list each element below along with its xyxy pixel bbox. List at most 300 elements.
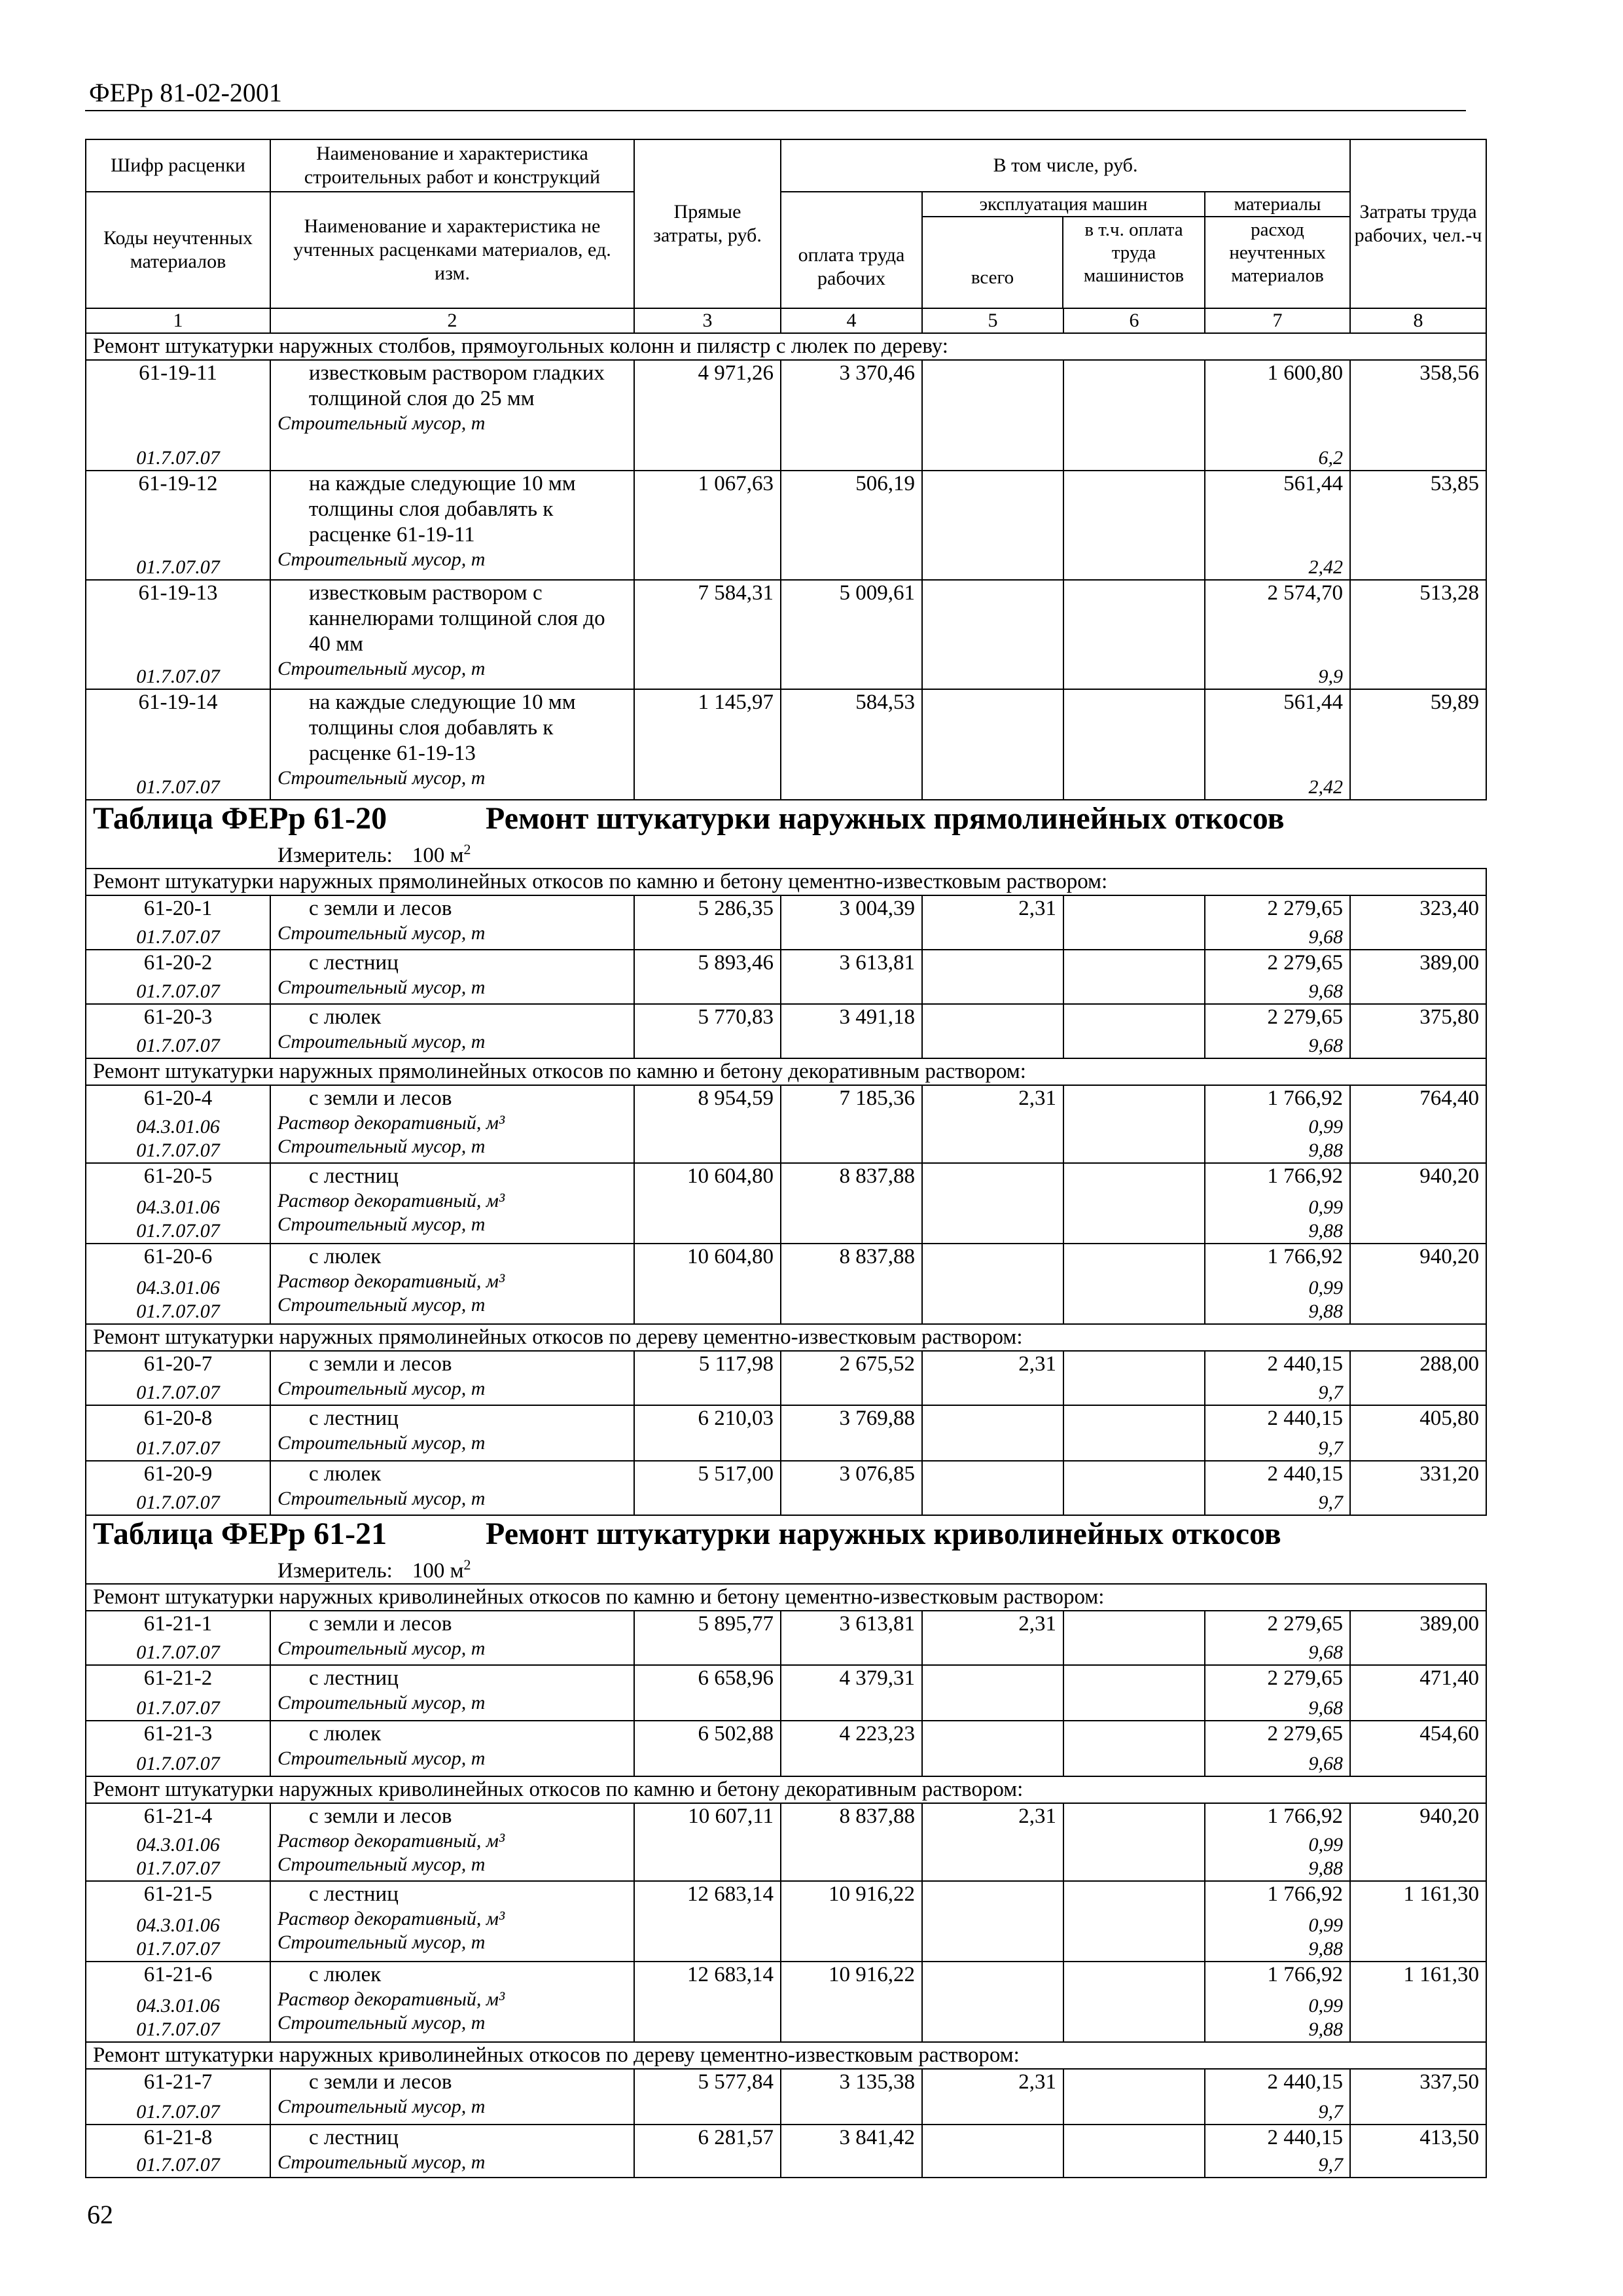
machinists-pay [1063, 1004, 1205, 1058]
rate-code: 61-20-3 [143, 1005, 213, 1029]
mortar-name: Раствор декоративный, м³ [277, 1112, 505, 1134]
rate-code-cell [86, 1351, 270, 1405]
rate-code: 61-19-13 [138, 581, 218, 605]
rate-row [86, 580, 1486, 689]
rate-code: 61-20-9 [143, 1462, 213, 1486]
debris-amount: 9,88 [1308, 1857, 1344, 1879]
rate-row [86, 895, 1486, 950]
table-title-row [86, 1515, 1486, 1584]
direct-cost: 6 281,57 [634, 2125, 781, 2178]
rate-row [86, 1163, 1486, 1244]
spacer [93, 1747, 263, 1752]
debris-name: Строительный мусор, т [277, 658, 486, 679]
materials-cell [1205, 2069, 1350, 2125]
rate-name-cell [270, 950, 634, 1004]
unit-value: 100 м [412, 1559, 464, 1583]
mortar-amount: 0,99 [1308, 1196, 1344, 1218]
rate-code-cell [86, 360, 270, 471]
spacer [1212, 1431, 1343, 1437]
machinists-pay [1063, 950, 1205, 1004]
machinists-pay [1063, 2125, 1205, 2178]
rate-name-cell [270, 1351, 634, 1405]
rate-code: 61-21-7 [143, 2070, 213, 2094]
rate-code-cell [86, 895, 270, 950]
col-labor-pay-header: оплата труда рабочих [781, 192, 922, 308]
unit-exponent: 2 [463, 1556, 471, 1573]
rate-name: на каждые следующие 10 мм толщины слоя добавлять к расценке 61-19-13 [309, 691, 576, 765]
table-unit [93, 837, 1480, 868]
rate-code-cell [86, 1803, 270, 1881]
rate-name: с лестниц [309, 951, 399, 975]
direct-cost: 6 502,88 [634, 1721, 781, 1776]
direct-cost: 5 117,98 [634, 1351, 781, 1405]
rate-row [86, 2125, 1486, 2178]
materials-cost: 2 279,65 [1267, 1612, 1344, 1636]
debris-name: Строительный мусор, т [277, 1378, 486, 1399]
materials-cost: 2 279,65 [1267, 1005, 1344, 1029]
rate-row [86, 1721, 1486, 1776]
rate-name: с лестниц [309, 1407, 399, 1430]
section-row [86, 1324, 1486, 1351]
machinists-pay [1063, 895, 1205, 950]
section-row [86, 333, 1486, 360]
section-heading: Ремонт штукатурки наружных прямолинейных откосов по камню и бетону декоративным раствором: [86, 1058, 1486, 1085]
machines-total: 2,31 [922, 2069, 1063, 2125]
debris-name: Строительный мусор, т [277, 977, 486, 998]
materials-cost: 2 440,15 [1267, 1352, 1344, 1376]
spacer [1212, 386, 1343, 446]
debris-name: Строительный мусор, т [277, 1136, 486, 1157]
materials-cost: 2 279,65 [1267, 951, 1344, 975]
debris-amount: 9,9 [1318, 666, 1344, 687]
spacer [93, 1189, 263, 1196]
col-materials-use-header: расход неучтенных материалов [1229, 219, 1326, 286]
debris-code: 01.7.07.07 [136, 1753, 220, 1774]
machines-total: 2,31 [922, 1351, 1063, 1405]
direct-cost: 6 210,03 [634, 1405, 781, 1461]
debris-amount: 9,88 [1308, 1220, 1344, 1242]
debris-amount: 9,7 [1318, 2101, 1344, 2123]
mortar-code: 04.3.01.06 [136, 1834, 220, 1856]
machines-total [922, 580, 1063, 689]
col-labor-header: Затраты труда рабочих, чел.-ч [1350, 139, 1486, 308]
column-numbers-row [86, 308, 1486, 333]
debris-name: Строительный мусор, т [277, 1294, 486, 1316]
debris-amount: 9,68 [1308, 926, 1344, 948]
rate-name: с земли и лесов [309, 2070, 452, 2094]
rate-name-cell [270, 1611, 634, 1665]
materials-cell [1205, 2125, 1350, 2178]
section-heading: Ремонт штукатурки наружных криволинейных откосов по дереву цементно-известковым раствором: [86, 2042, 1486, 2069]
rate-code: 61-20-6 [143, 1245, 213, 1268]
materials-cost: 1 600,80 [1267, 361, 1344, 385]
machinists-pay [1063, 1461, 1205, 1515]
spacer [1212, 606, 1343, 665]
col-num-7: 7 [1205, 308, 1350, 333]
labor-cost: 389,00 [1350, 1611, 1486, 1665]
materials-cell [1205, 1611, 1350, 1665]
debris-amount: 9,68 [1308, 980, 1344, 1002]
rate-name: с земли и лесов [309, 897, 452, 920]
materials-cost: 561,44 [1283, 691, 1344, 714]
rate-code-cell [86, 580, 270, 689]
materials-cell [1205, 1085, 1350, 1163]
debris-code: 01.7.07.07 [136, 1437, 220, 1459]
table-name: Ремонт штукатурки наружных прямолинейных откосов [486, 801, 1285, 836]
rate-name-cell [270, 1881, 634, 1962]
rate-row [86, 689, 1486, 800]
rate-name-cell [270, 2125, 634, 2178]
spacer [93, 715, 263, 776]
rate-row [86, 1881, 1486, 1962]
rate-code: 61-20-7 [143, 1352, 213, 1376]
machinists-pay [1063, 1611, 1205, 1665]
table-title-row [86, 800, 1486, 869]
labor-pay: 506,19 [781, 471, 922, 580]
spacer [93, 1907, 263, 1914]
machines-total [922, 1461, 1063, 1515]
materials-cost: 1 766,92 [1267, 1963, 1344, 1986]
debris-code: 01.7.07.07 [136, 1220, 220, 1242]
rate-code: 61-21-8 [143, 2126, 213, 2149]
direct-cost: 7 584,31 [634, 580, 781, 689]
labor-cost: 358,56 [1350, 360, 1486, 471]
debris-code: 01.7.07.07 [136, 666, 220, 687]
spacer [1212, 1270, 1343, 1276]
labor-cost: 337,50 [1350, 2069, 1486, 2125]
rate-name-cell [270, 1244, 634, 1324]
labor-cost: 389,00 [1350, 950, 1486, 1004]
rate-name-cell [270, 1665, 634, 1721]
debris-name: Строительный мусор, т [277, 2096, 486, 2117]
machines-total [922, 2125, 1063, 2178]
rate-name: с земли и лесов [309, 1804, 452, 1828]
rate-name-cell [270, 1163, 634, 1244]
debris-name: Строительный мусор, т [277, 1748, 486, 1769]
debris-amount: 6,2 [1318, 447, 1344, 469]
debris-code: 01.7.07.07 [136, 2018, 220, 2040]
rate-code-cell [86, 1004, 270, 1058]
materials-cell [1205, 471, 1350, 580]
rate-name-cell [270, 1085, 634, 1163]
materials-cell [1205, 1962, 1350, 2042]
direct-cost: 10 604,80 [634, 1163, 781, 1244]
col-num-5: 5 [922, 308, 1063, 333]
rate-name: с люлек [309, 1462, 382, 1486]
labor-cost: 375,80 [1350, 1004, 1486, 1058]
mortar-code: 04.3.01.06 [136, 1116, 220, 1138]
debris-amount: 9,88 [1308, 1938, 1344, 1960]
rate-code: 61-20-4 [143, 1086, 213, 1110]
debris-name: Строительный мусор, т [277, 1638, 486, 1659]
spacer [1212, 1988, 1343, 1994]
debris-amount: 9,68 [1308, 1753, 1344, 1774]
rates-table-container [85, 139, 1486, 2178]
rates-table-body [86, 139, 1486, 2178]
debris-name: Строительный мусор, т [277, 1854, 486, 1875]
table-title [86, 800, 1486, 869]
debris-amount: 9,68 [1308, 1035, 1344, 1056]
materials-cost: 1 766,92 [1267, 1882, 1344, 1906]
materials-cost: 1 766,92 [1267, 1804, 1344, 1828]
header-rule [85, 110, 1466, 111]
debris-code: 01.7.07.07 [136, 926, 220, 948]
materials-cost: 2 279,65 [1267, 1722, 1344, 1746]
labor-pay: 3 135,38 [781, 2069, 922, 2125]
labor-pay: 3 613,81 [781, 950, 922, 1004]
machines-total [922, 950, 1063, 1004]
section-heading: Ремонт штукатурки наружных криволинейных откосов по камню и бетону декоративным раствором: [86, 1776, 1486, 1803]
rate-row [86, 1085, 1486, 1163]
rate-row [86, 1611, 1486, 1665]
direct-cost: 12 683,14 [634, 1962, 781, 2042]
labor-cost: 413,50 [1350, 2125, 1486, 2178]
rate-row [86, 1244, 1486, 1324]
materials-cell [1205, 1461, 1350, 1515]
labor-pay: 5 009,61 [781, 580, 922, 689]
rate-name-cell [270, 1803, 634, 1881]
labor-pay: 584,53 [781, 689, 922, 800]
direct-cost: 4 971,26 [634, 360, 781, 471]
labor-pay: 3 613,81 [781, 1611, 922, 1665]
machines-total [922, 1244, 1063, 1324]
rate-name-cell [270, 1962, 634, 2042]
mortar-amount: 0,99 [1308, 1277, 1344, 1299]
unit-value: 100 м [412, 844, 464, 867]
labor-pay: 2 675,52 [781, 1351, 922, 1405]
col-incl-header: В том числе, руб. [781, 139, 1350, 192]
labor-cost: 405,80 [1350, 1405, 1486, 1461]
labor-cost: 331,20 [1350, 1461, 1486, 1515]
spacer [93, 606, 263, 665]
mortar-code: 04.3.01.06 [136, 1995, 220, 2017]
rate-row [86, 471, 1486, 580]
materials-cell [1205, 1004, 1350, 1058]
rate-code-cell [86, 1611, 270, 1665]
rate-name: на каждые следующие 10 мм толщины слоя добавлять к расценке 61-19-11 [309, 472, 576, 547]
rate-code-cell [86, 1405, 270, 1461]
labor-cost: 454,60 [1350, 1721, 1486, 1776]
debris-name: Строительный мусор, т [277, 2151, 486, 2173]
document-code: ФЕРр 81-02-2001 [89, 78, 282, 107]
col-num-8: 8 [1350, 308, 1486, 333]
spacer [93, 1431, 263, 1437]
materials-cost: 2 440,15 [1267, 1462, 1344, 1486]
debris-name: Строительный мусор, т [277, 1213, 486, 1235]
rate-name: с лестниц [309, 1666, 399, 1690]
labor-cost: 1 161,30 [1350, 1962, 1486, 2042]
rate-code-cell [86, 1244, 270, 1324]
rate-row [86, 2069, 1486, 2125]
rate-code: 61-19-12 [138, 472, 218, 495]
rate-name: с земли и лесов [309, 1612, 452, 1636]
machinists-pay [1063, 1803, 1205, 1881]
direct-cost: 5 895,77 [634, 1611, 781, 1665]
direct-cost: 1 145,97 [634, 689, 781, 800]
materials-cell [1205, 1803, 1350, 1881]
rate-code: 61-19-11 [139, 361, 217, 385]
labor-pay: 3 841,42 [781, 2125, 922, 2178]
section-row [86, 2042, 1486, 2069]
machinists-pay [1063, 580, 1205, 689]
unit-label: Измеритель: [277, 1559, 393, 1583]
machinists-pay [1063, 1881, 1205, 1962]
debris-code: 01.7.07.07 [136, 1139, 220, 1161]
labor-cost: 59,89 [1350, 689, 1486, 800]
section-heading: Ремонт штукатурки наружных криволинейных откосов по камню и бетону цементно-известковым раствором: [86, 1584, 1486, 1611]
rate-name-cell [270, 1721, 634, 1776]
rate-name-cell [270, 1461, 634, 1515]
rate-name: известковым раствором гладких толщиной слоя до 25 мм [309, 361, 605, 410]
machinists-pay [1063, 1085, 1205, 1163]
rate-name-cell [270, 1004, 634, 1058]
machinists-pay [1063, 1244, 1205, 1324]
rate-code-cell [86, 2125, 270, 2178]
labor-cost: 1 161,30 [1350, 1881, 1486, 1962]
machinists-pay [1063, 360, 1205, 471]
direct-cost: 5 517,00 [634, 1461, 781, 1515]
materials-cell [1205, 580, 1350, 689]
materials-cell [1205, 895, 1350, 950]
mortar-name: Раствор декоративный, м³ [277, 1988, 505, 2010]
debris-amount: 9,7 [1318, 1437, 1344, 1459]
spacer [1212, 715, 1343, 776]
direct-cost: 5 893,46 [634, 950, 781, 1004]
col-num-3: 3 [634, 308, 781, 333]
mortar-name: Раствор декоративный, м³ [277, 1190, 505, 1211]
col-unaccounted-name-header: Наименование и характеристика не учтенных расценками материалов, ед. изм. [270, 192, 634, 308]
direct-cost: 10 607,11 [634, 1803, 781, 1881]
section-row [86, 1058, 1486, 1085]
table-title-line [93, 1516, 1480, 1552]
debris-amount: 9,7 [1318, 1492, 1344, 1513]
labor-pay: 8 837,88 [781, 1163, 922, 1244]
mortar-code: 04.3.01.06 [136, 1914, 220, 1936]
rate-code-cell [86, 1085, 270, 1163]
rates-table [85, 139, 1487, 2178]
table-name: Ремонт штукатурки наружных криволинейных откосов [486, 1516, 1281, 1551]
materials-cost: 2 440,15 [1267, 2070, 1344, 2094]
debris-name: Строительный мусор, т [277, 1931, 486, 1953]
machines-total [922, 1721, 1063, 1776]
labor-cost: 288,00 [1350, 1351, 1486, 1405]
col-unaccounted-codes-header: Коды неучтенных материалов [86, 192, 270, 308]
debris-name: Строительный мусор, т [277, 412, 486, 434]
labor-cost: 764,40 [1350, 1085, 1486, 1163]
debris-code: 01.7.07.07 [136, 556, 220, 578]
spacer [93, 497, 263, 556]
rate-row [86, 1803, 1486, 1881]
materials-cost: 561,44 [1283, 472, 1344, 495]
materials-cost: 2 440,15 [1267, 1407, 1344, 1430]
spacer [93, 386, 263, 446]
header-row-2 [86, 192, 1486, 308]
rate-code: 61-21-1 [143, 1612, 213, 1636]
materials-cost: 2 279,65 [1267, 897, 1344, 920]
mortar-code: 04.3.01.06 [136, 1196, 220, 1218]
debris-code: 01.7.07.07 [136, 1697, 220, 1719]
mortar-amount: 0,99 [1308, 1116, 1344, 1138]
table-unit [93, 1552, 1480, 1583]
section-heading: Ремонт штукатурки наружных прямолинейных откосов по дереву цементно-известковым раствором: [86, 1324, 1486, 1351]
table-title-line [93, 800, 1480, 837]
debris-code: 01.7.07.07 [136, 776, 220, 798]
machinists-pay [1063, 471, 1205, 580]
materials-cost: 2 279,65 [1267, 1666, 1344, 1690]
rate-row [86, 1962, 1486, 2042]
debris-amount: 9,68 [1308, 1641, 1344, 1663]
machinists-pay [1063, 1721, 1205, 1776]
table-number: Таблица ФЕРр 61-20 [93, 801, 387, 836]
materials-cell [1205, 1665, 1350, 1721]
machines-total [922, 360, 1063, 471]
section-row [86, 869, 1486, 895]
machines-total [922, 1163, 1063, 1244]
labor-pay: 3 076,85 [781, 1461, 922, 1515]
rate-name: с земли и лесов [309, 1086, 452, 1110]
rate-name: с лестниц [309, 2126, 399, 2149]
debris-name: Строительный мусор, т [277, 1488, 486, 1509]
rate-code-cell [86, 1721, 270, 1776]
machines-total [922, 1405, 1063, 1461]
debris-name: Строительный мусор, т [277, 2012, 486, 2034]
rate-name-cell [270, 2069, 634, 2125]
rate-code-cell [86, 471, 270, 580]
mortar-code: 04.3.01.06 [136, 1277, 220, 1299]
direct-cost: 5 770,83 [634, 1004, 781, 1058]
materials-cell [1205, 1881, 1350, 1962]
materials-cell [1205, 1351, 1350, 1405]
machines-group [922, 192, 1205, 308]
machines-total: 2,31 [922, 895, 1063, 950]
debris-amount: 2,42 [1308, 556, 1344, 578]
table-title [86, 1515, 1486, 1584]
debris-name: Строительный мусор, т [277, 1432, 486, 1454]
rate-row [86, 1461, 1486, 1515]
spacer [93, 1691, 263, 1696]
labor-cost: 940,20 [1350, 1803, 1486, 1881]
rate-name-cell [270, 580, 634, 689]
debris-amount: 9,88 [1308, 2018, 1344, 2040]
materials-cell [1205, 360, 1350, 471]
machinists-pay [1063, 1351, 1205, 1405]
section-row [86, 1776, 1486, 1803]
machines-total [922, 1881, 1063, 1962]
col-num-1: 1 [86, 308, 270, 333]
rate-row [86, 1004, 1486, 1058]
rate-code: 61-19-14 [138, 691, 218, 714]
debris-code: 01.7.07.07 [136, 447, 220, 469]
spacer [93, 1270, 263, 1276]
debris-code: 01.7.07.07 [136, 1857, 220, 1879]
rate-name-cell [270, 471, 634, 580]
machines-total [922, 471, 1063, 580]
rate-name: с люлек [309, 1963, 382, 1986]
direct-cost: 6 658,96 [634, 1665, 781, 1721]
col-direct-header: Прямые затраты, руб. [634, 139, 781, 308]
rate-row [86, 950, 1486, 1004]
spacer [93, 2095, 263, 2100]
rate-name-cell [270, 895, 634, 950]
rate-name: с люлек [309, 1722, 382, 1746]
col-num-6: 6 [1063, 308, 1205, 333]
labor-pay: 3 004,39 [781, 895, 922, 950]
machines-total [922, 689, 1063, 800]
labor-cost: 53,85 [1350, 471, 1486, 580]
machinists-pay [1063, 689, 1205, 800]
mortar-name: Раствор декоративный, м³ [277, 1270, 505, 1292]
rate-name: с люлек [309, 1245, 382, 1268]
